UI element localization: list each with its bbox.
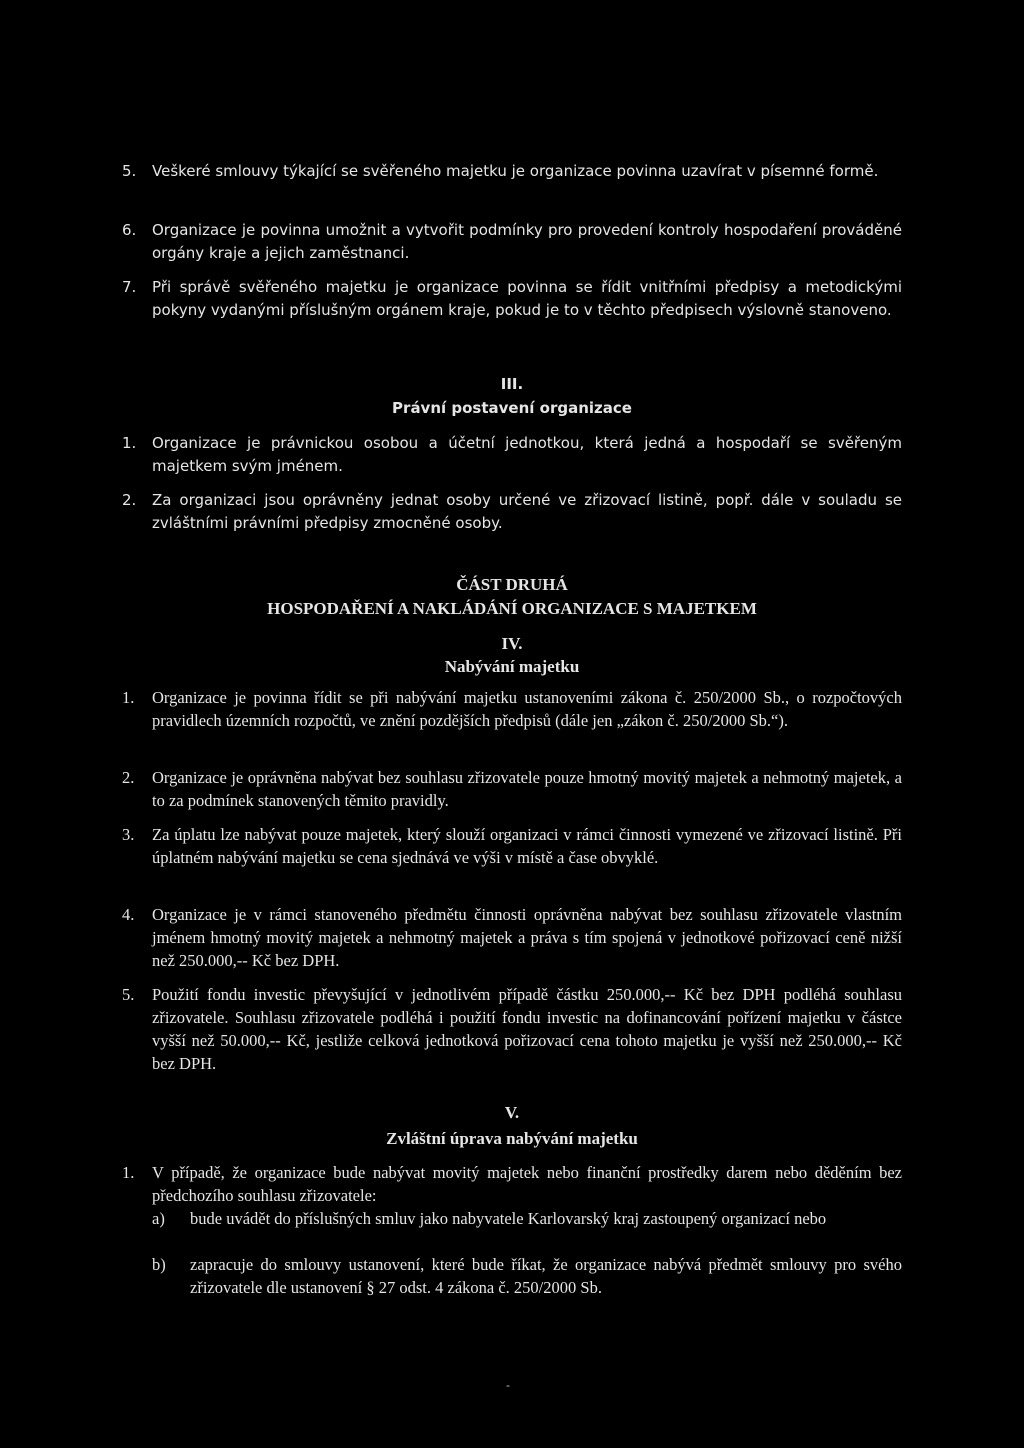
item-number: 1. — [122, 688, 135, 707]
item-number: 5. — [122, 985, 135, 1004]
item-number: 3. — [122, 825, 135, 844]
section2-item-7 — [122, 276, 902, 322]
item-number: 1. — [122, 1163, 135, 1182]
section3-number: III. — [500, 375, 524, 393]
section4-item-2 — [122, 766, 902, 812]
section5-title: Zvláštní úprava nabývání majetku — [386, 1129, 638, 1148]
section4-item-4 — [122, 903, 902, 972]
section3-item-2 — [122, 489, 902, 535]
section3-item-1 — [122, 432, 902, 478]
item-text: Organizace je povinna řídit se při nabývání majetku ustanoveními zákona č. 250/2000 Sb., o rozpočtových pravidlech územních rozpočtů, ve znění pozdějších předpisů (dále jen „zákon č. 250/2000 Sb.“). — [152, 688, 902, 730]
section4-item-1 — [122, 686, 902, 732]
item-text: Za organizaci jsou oprávněny jednat osoby určené ve zřizovací listině, popř. dále v souladu se zvláštními právními předpisy zmocněné osoby. — [152, 491, 902, 532]
item-number: 7. — [122, 278, 137, 296]
section5-subitem-a — [152, 1207, 902, 1230]
item-text: Veškeré smlouvy týkající se svěřeného majetku je organizace povinna uzavírat v písemné formě. — [152, 162, 879, 180]
item-text: Organizace je právnickou osobou a účetní jednotkou, která jedná a hospodaří se svěřeným majetkem svým jménem. — [152, 434, 902, 475]
subitem-letter: a) — [152, 1209, 165, 1228]
section4-number: IV. — [501, 634, 523, 653]
section2-item-6 — [122, 219, 902, 265]
section4-title: Nabývání majetku — [444, 657, 580, 676]
item-text: Organizace je v rámci stanoveného předmětu činnosti oprávněna nabývat bez souhlasu zřizovatele vlastním jménem hmotný movitý majetek a nehmotný majetek a práva s tím spojená v jednotkové pořizovací ceně nižší než 250.000,-- Kč bez DPH. — [152, 905, 902, 970]
item-number: 4. — [122, 905, 135, 924]
section4-item-3 — [122, 823, 902, 869]
section2-item-5 — [122, 160, 902, 183]
section5-item-1 — [122, 1161, 902, 1207]
item-text: V případě, že organizace bude nabývat movitý majetek nebo finanční prostředky darem nebo děděním bez předchozího souhlasu zřizovatele: — [152, 1163, 902, 1205]
item-number: 5. — [122, 162, 137, 180]
item-text: Organizace je povinna umožnit a vytvořit podmínky pro provedení kontroly hospodaření prováděné orgány kraje a jejich zaměstnanci. — [152, 221, 902, 262]
item-text: Při správě svěřeného majetku je organizace povinna se řídit vnitřními předpisy a metodickými pokyny vydanými příslušným orgánem kraje, pokud je to v těchto předpisech výslovně stanoveno. — [152, 278, 902, 319]
item-number: 2. — [122, 768, 135, 787]
item-number: 1. — [122, 434, 137, 452]
item-number: 2. — [122, 491, 137, 509]
item-text: Za úplatu lze nabývat pouze majetek, který slouží organizaci v rámci činnosti vymezené ve zřizovací listině. Při úplatném nabývání majetku se cena sjednává ve výši v místě a čase obvyklé. — [152, 825, 902, 867]
section3-title: Právní postavení organizace — [392, 399, 632, 417]
section5-number: V. — [504, 1103, 520, 1122]
part2-subtitle: HOSPODAŘENÍ A NAKLÁDÁNÍ ORGANIZACE S MAJETKEM — [267, 599, 757, 618]
page-number-mark: - — [506, 1378, 510, 1392]
part2-title: ČÁST DRUHÁ — [456, 575, 568, 594]
section5-subitem-b — [152, 1253, 902, 1299]
item-text: Použití fondu investic převyšující v jednotlivém případě částku 250.000,-- Kč bez DPH podléhá souhlasu zřizovatele. Souhlasu zřizovatele podléhá i použití fondu investic na dofinancování pořízení majetku v částce vyšší než 50.000,-- Kč, jestliže celková jednotková pořizovací cena tohoto majetku je vyšší než 250.000,-- Kč bez DPH. — [152, 985, 902, 1073]
section4-item-5 — [122, 983, 902, 1075]
subitem-letter: b) — [152, 1255, 166, 1274]
subitem-text: zapracuje do smlouvy ustanovení, které bude říkat, že organizace nabývá předmět smlouvy pro svého zřizovatele dle ustanovení § 27 odst. 4 zákona č. 250/2000 Sb. — [190, 1255, 902, 1297]
item-text: Organizace je oprávněna nabývat bez souhlasu zřizovatele pouze hmotný movitý majetek a nehmotný majetek, a to za podmínek stanovených těmito pravidly. — [152, 768, 902, 810]
item-number: 6. — [122, 221, 137, 239]
subitem-text: bude uvádět do příslušných smluv jako nabyvatele Karlovarský kraj zastoupený organizací nebo — [190, 1209, 827, 1228]
